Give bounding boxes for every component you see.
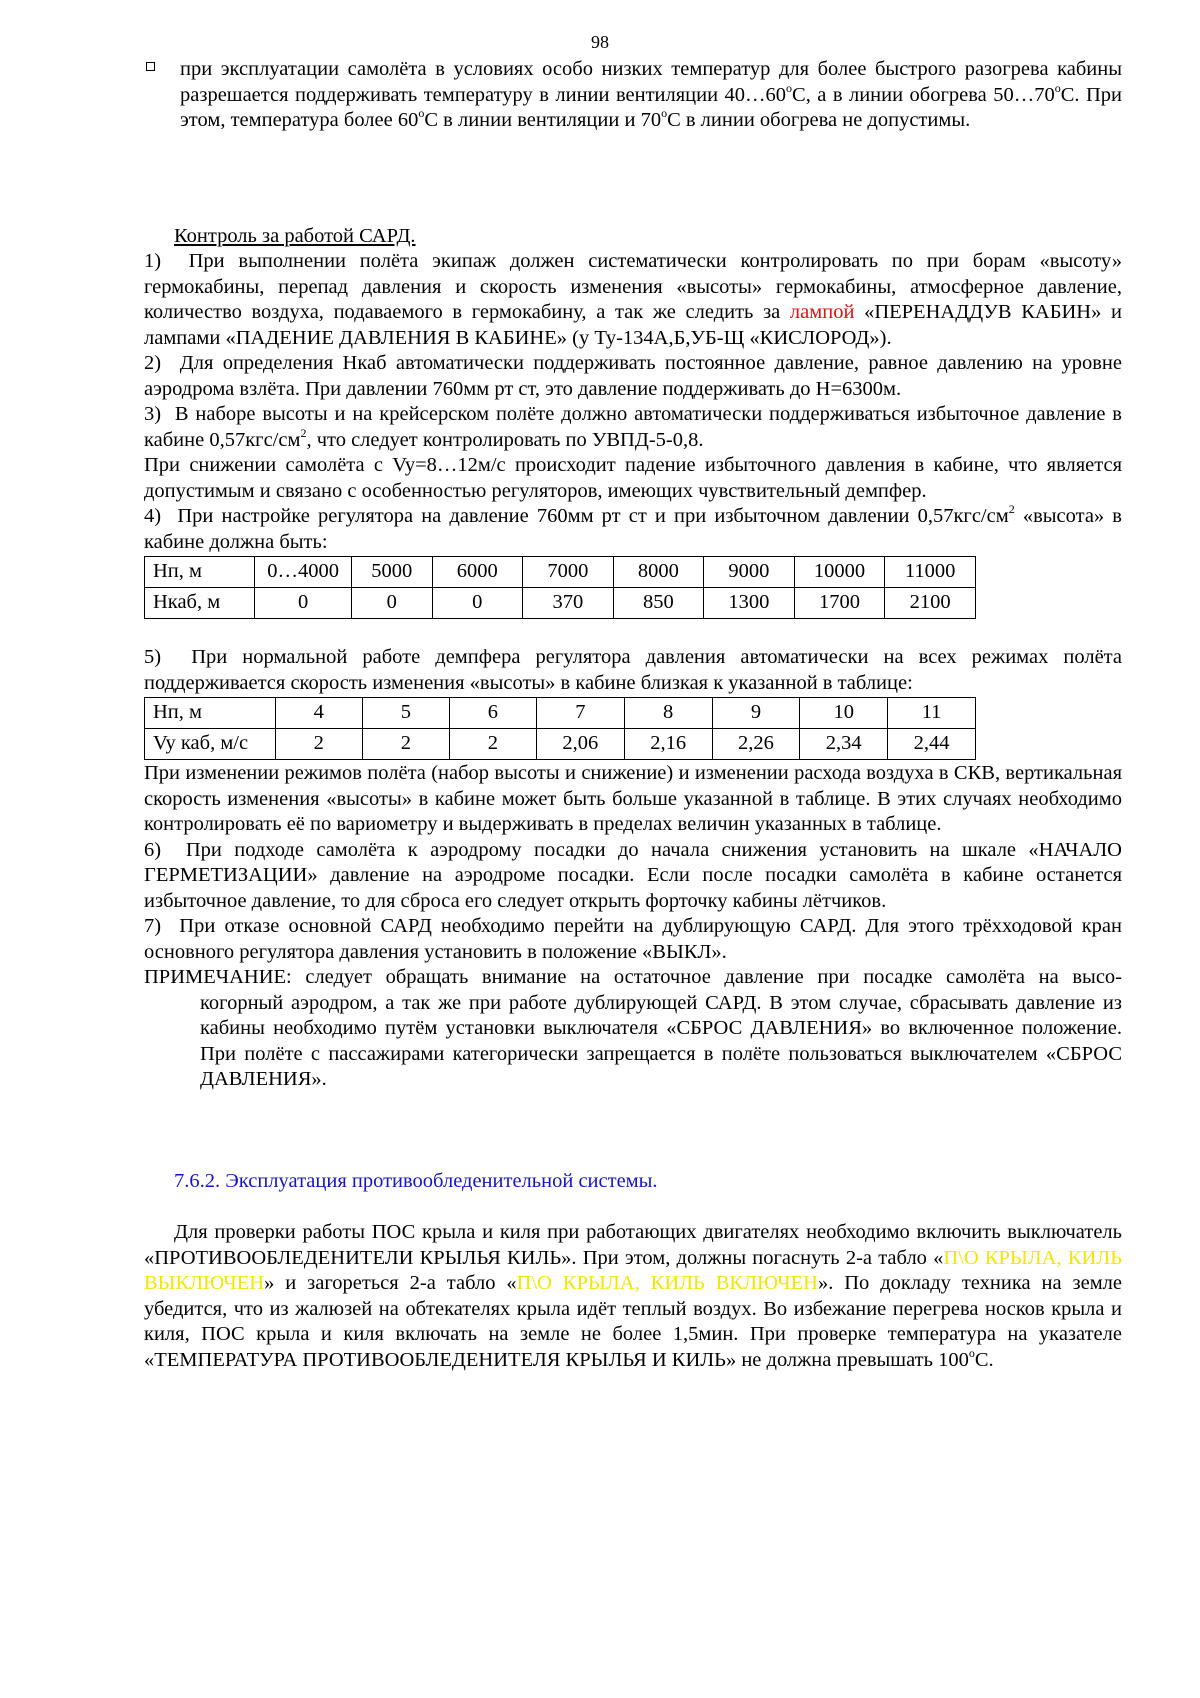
checkbox-bullet-icon xyxy=(146,62,155,71)
table-cell: 2,34 xyxy=(800,729,888,760)
item-5-continuation: При изменении режимов полёта (набор высоты и снижение) и изменении расхода воздуха в СКВ, вертикальная скорость изменения «высоты» в кабине может быть больше указанной в таблице. В этих случаях необходимо контролировать её по вариометру и выдерживать в пределах величин указанных в таблице. xyxy=(144,762,1122,835)
table-cell: 1700 xyxy=(794,588,885,619)
item-4: 4) При настройке регулятора на давление 760мм рт ст и при избыточном давлении $0,57кгс/см^2$ «высота» в кабине должна быть: xyxy=(144,502,1122,553)
table-cell: 8000 xyxy=(613,557,704,588)
lamp-highlight: лампой xyxy=(789,301,855,323)
table-cell: 4 xyxy=(275,698,362,729)
item-7: 7) При отказе основной САРД необходимо перейти на дублирующую САРД. Для этого трёхходовой кран основного регулятора давления установить в положение «ВЫКЛ». xyxy=(144,915,1122,963)
page-content xyxy=(144,57,1122,1373)
table-cell: 5000 xyxy=(351,557,432,588)
bullet-paragraph xyxy=(144,57,1122,134)
row-header: Vy каб, м/с xyxy=(145,729,276,760)
item-3-continuation: При снижении самолёта с Vy=8…12м/с происходит падение избыточного давления в кабине, что является допустимым и связано с особенностью регуляторов, имеющих чувствительный демпфер. xyxy=(144,454,1122,502)
note-body: когорный аэродром, а так же при работе дублирующей САРД. В этом случае, сбрасывать давление из кабины необходимо путём установки выключателя «СБРОС ДАВЛЕНИЯ» во включенное положение. При полёте с пассажирами категорически запрещается в полёте пользоваться выключателем «СБРОС ДАВЛЕНИЯ». xyxy=(200,991,1122,1090)
table-cell: 11000 xyxy=(885,557,976,588)
table-cell: 7 xyxy=(536,698,624,729)
table-cell: 2,26 xyxy=(712,729,800,760)
row-header: Нп, м xyxy=(145,557,255,588)
table-cell: 850 xyxy=(613,588,704,619)
table-cell: 2 xyxy=(449,729,536,760)
item-3: 3) В наборе высоты и на крейсерском полёте должно автоматически поддерживаться избыточное давление в кабине $0,57кгс/см^2$, что следует контролировать по УВПД-5-0,8. xyxy=(144,403,1122,451)
item-6: 6) При подходе самолёта к аэродрому посадки до начала снижения установить на шкале «НАЧАЛО ГЕРМЕТИЗАЦИИ» давление на аэродроме посадки. Если после посадки самолёта в кабине останется избыточное давление, то для сброса его следует открыть форточку кабины лётчиков. xyxy=(144,838,1122,912)
table-cell: 370 xyxy=(523,588,614,619)
table-cell: 0…4000 xyxy=(255,557,351,588)
row-header: Нкаб, м xyxy=(145,588,255,619)
table-cell: 6000 xyxy=(432,557,523,588)
panel-on-label: П\О КРЫЛА, КИЛЬ ВКЛЮЧЕН xyxy=(516,1272,818,1294)
table-cell: 10000 xyxy=(794,557,885,588)
table-cell: 2,44 xyxy=(888,729,976,760)
table-cell: 0 xyxy=(351,588,432,619)
vertical-speed-table xyxy=(144,697,976,760)
table-cell: 8 xyxy=(624,698,712,729)
table-cell: 0 xyxy=(255,588,351,619)
item-5: 5) При нормальной работе демпфера регулятора давления автоматически на всех режимах полёта поддерживается скорость изменения «высоты» в кабине близкая к указанной в таблице: xyxy=(144,646,1122,694)
table-cell: 11 xyxy=(888,698,976,729)
table-row xyxy=(145,588,976,619)
item-1: 1) При выполнении полёта экипаж должен систематически контролировать по при борам «высоту» гермокабины, перепад давления и скорость изменения «высоты» гермокабины, атмосферное давление, количество воздуха, подаваемого в гермокабину, а так же следить за лампой «ПЕРЕНАДДУВ КАБИН» и лампами «ПАДЕНИЕ ДАВЛЕНИЯ В КАБИНЕ» (у Ту-134А,Б,УБ-Щ «КИСЛОРОД»). xyxy=(144,250,1122,349)
table-cell: 6 xyxy=(449,698,536,729)
item-2: 2) Для определения Нкаб автоматически поддерживать постоянное давление, равное давлению на уровне аэродрома взлёта. При давлении 760мм рт ст, это давление поддерживать до Н=6300м. xyxy=(144,352,1122,400)
table-cell: 10 xyxy=(800,698,888,729)
table-cell: 2100 xyxy=(885,588,976,619)
table-row xyxy=(145,557,976,588)
table-cell: 2 xyxy=(362,729,449,760)
table-cell: 9 xyxy=(712,698,800,729)
anti-icing-paragraph: Для проверки работы ПОС крыла и киля при работающих двигателях необходимо включить выключатель «ПРОТИВООБЛЕДЕНИТЕЛИ КРЫЛЬЯ КИЛЬ». При этом, должны погаснуть 2-а табло «П\О КРЫЛА, КИЛЬ ВЫКЛЮЧЕН» и загореться 2-а табло «П\О КРЫЛА, КИЛЬ ВКЛЮЧЕН». По докладу техника на земле убедится, что из жалюзей на обтекателях крыла идёт теплый воздух. Во избежание перегрева носков крыла и киля, ПОС крыла и киля включать на земле не более 1,5мин. При проверке температура на указателе «ТЕМПЕРАТУРА ПРОТИВООБЛЕДЕНИТЕЛЯ КРЫЛЬЯ И КИЛЬ» не должна превышать 100$^o$С. xyxy=(144,1221,1123,1371)
bullet-text: при эксплуатации самолёта в условиях особо низких температур для более быстрого разогрева кабины разрешается поддерживать температуру в линии вентиляции 40…60$^o$С, а в линии обогрева 50…70$^o$С. При этом, температура более 60$^o$С в линии вентиляции и 70$^o$С в линии обогрева не допустимы. xyxy=(180,58,1122,131)
section-heading: Контроль за работой САРД. xyxy=(174,224,416,247)
panel-off-label: П\О КРЫЛА, КИЛЬ ВЫКЛЮЧЕН xyxy=(144,1246,1122,1294)
table-cell: 2,06 xyxy=(536,729,624,760)
table-row xyxy=(145,729,976,760)
subsection-heading: 7.6.2. Эксплуатация противообледенительной системы. xyxy=(174,1169,658,1192)
table-cell: 2 xyxy=(275,729,362,760)
table-cell: 1300 xyxy=(704,588,795,619)
table-cell: 0 xyxy=(432,588,523,619)
table-cell: 2,16 xyxy=(624,729,712,760)
page-number: 98 xyxy=(591,32,609,52)
note-first-line: ПРИМЕЧАНИЕ: следует обращать внимание на остаточное давление при посадке самолёта на высо- xyxy=(144,966,1122,988)
table-row xyxy=(145,698,976,729)
cabin-altitude-table xyxy=(144,556,976,619)
table-cell: 5 xyxy=(362,698,449,729)
table-cell: 9000 xyxy=(704,557,795,588)
table-cell: 7000 xyxy=(523,557,614,588)
row-header: Нп, м xyxy=(145,698,276,729)
